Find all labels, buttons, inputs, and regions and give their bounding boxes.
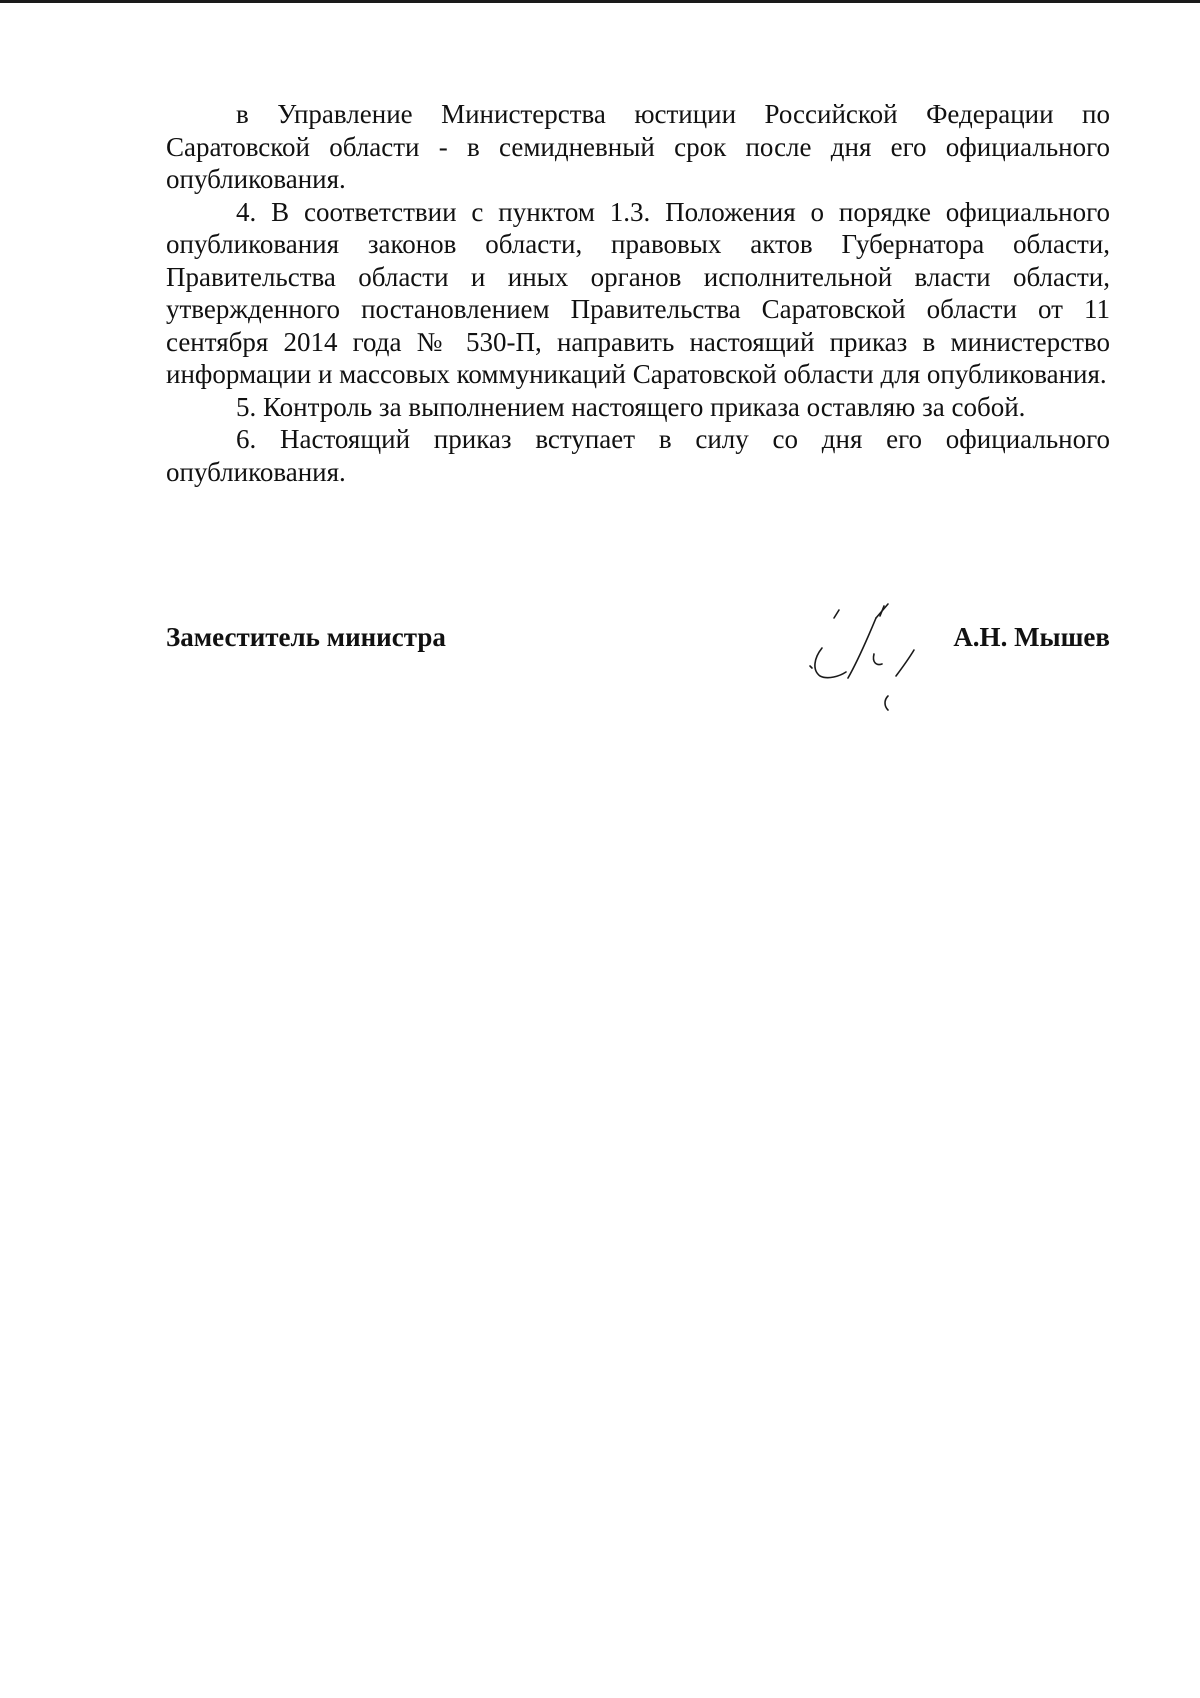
signatory-name: А.Н. Мышев	[953, 622, 1110, 652]
document-body	[166, 98, 1110, 488]
signatory-position: Заместитель министра	[166, 622, 446, 652]
page-top-edge	[0, 0, 1200, 3]
paragraph-item-5: 5. Контроль за выполнением настоящего приказа оставляю за собой.	[236, 391, 1026, 422]
paragraph-item-4: 4. В соответствии с пунктом 1.3. Положения о порядке официального опубликования законов области, правовых актов Губернатора области, Правительства области и иных органов исполнительной власти области, утвержденного постановлением Правительства Саратовской области от 11 сентября 2014 года № 530-П, направить настоящий приказ в министерство информации и массовых коммуникаций Саратовской области для опубликования.	[166, 196, 1110, 389]
paragraph-item-6: 6. Настоящий приказ вступает в силу со дня его официального опубликования.	[166, 424, 1110, 487]
handwritten-signature-icon	[792, 596, 932, 716]
paragraph-continuation: в Управление Министерства юстиции Российской Федерации по Саратовской области - в семидневный срок после дня его официального опубликования.	[166, 99, 1110, 194]
signature-block	[166, 618, 1110, 708]
